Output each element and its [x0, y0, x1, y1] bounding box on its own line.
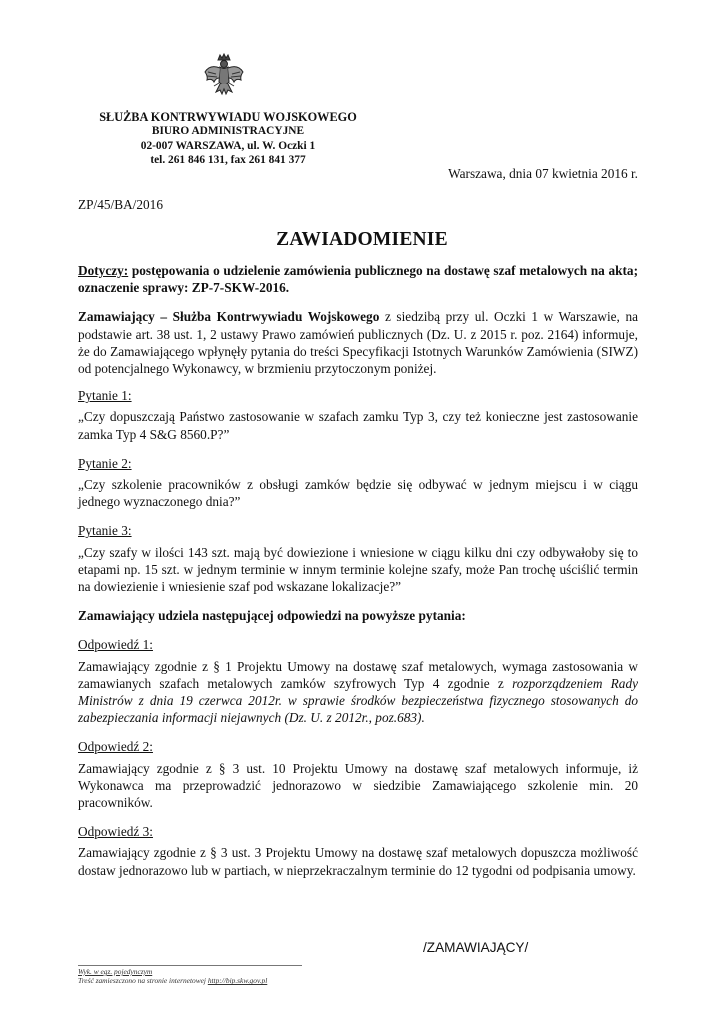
institution-name: SŁUŻBA KONTRWYWIADU WOJSKOWEGO [99, 110, 357, 124]
question-2-label: Pytanie 2: [78, 455, 132, 471]
answer-2-label: Odpowiedź 2: [78, 739, 153, 755]
signature-line: /ZAMAWIAJĄCY/ [423, 940, 529, 955]
department-name: BIURO ADMINISTRACYJNE [151, 125, 305, 138]
answer-3-text: Zamawiający zgodnie z § 3 ust. 3 Projektu Umowy na dostawę szaf metalowych dopuszcza możliwość dostaw jednorazowo lub w partiach, w nieprzekraczalnym terminie do 12 tygodni od podpisania umowy. [78, 845, 638, 878]
subject-line [78, 262, 638, 296]
answer-1-label: Odpowiedź 1: [78, 637, 153, 653]
document-date: Warszawa, dnia 07 kwietnia 2016 r. [448, 166, 638, 181]
question-1-text: „Czy dopuszczają Państwo zastosowanie w szafach zamku Typ 3, czy też konieczne jest zastosowanie zamka Typ 4 S&G 8560.P?” [78, 409, 638, 442]
footer-published-text: Treść zamieszczono na stronie internetowej [78, 976, 208, 986]
question-3-text: „Czy szafy w ilości 143 szt. mają być dowiezione i wniesione w ciągu kilku dni czy odbywałoby się to etapami np. 15 szt. w jednym terminie w innym terminie kolejne szafy, może Pan trochę uściślić termin na dowiezienie i wniesienie szaf pod wskazane lokalizacje?” [78, 544, 638, 595]
footer-published [78, 976, 302, 985]
subject-text: postępowania o udzielenie zamówienia publicznego na dostawę szaf metalowych na akta; oznaczenie sprawy: ZP-7-SKW-2016. [78, 263, 638, 296]
document-title: ZAWIADOMIENIE [276, 229, 448, 250]
intro-text: z siedzibą przy ul. Oczki 1 w Warszawie, na podstawie art. 38 ust. 1, 2 ustawy Prawo zamówień publicznych (Dz. U. z 2015 r. poz. 2164) informuje, że do Zamawiającego wpłynęły pytania do treści Specyfikacji Istotnych Warunków Zamówienia (SIWZ) od potencjalnego Wykonawcy, w brzmieniu przytoczonym poniżej. [78, 309, 639, 377]
footer-copies: Wyk. w egz. pojedynczym [78, 967, 153, 976]
answer-3-label: Odpowiedź 3: [78, 824, 153, 840]
document-body [78, 262, 638, 879]
question-3-label: Pytanie 3: [78, 523, 132, 539]
footer-note [78, 965, 302, 986]
footer-url-link[interactable]: http://bip.skw.gov.pl [207, 976, 268, 986]
institution-address: 02-007 WARSZAWA, ul. W. Oczki 1 [140, 139, 316, 152]
intro-bold: Zamawiający – Służba Kontrwywiadu Wojskowego [78, 309, 380, 325]
answer-1-plain: Zamawiający zgodnie z § 1 Projektu Umowy na dostawę szaf metalowych, wymaga zastosowania w zamawianych szafach metalowych zamków szyfrowych Typ 4 zgodnie z [78, 658, 638, 691]
answers-heading: Zamawiający udziela następującej odpowiedzi na powyższe pytania: [78, 608, 466, 624]
answer-2-text: Zamawiający zgodnie z § 3 ust. 10 Projektu Umowy na dostawę szaf metalowych informuje, iż Wykonawca ma przeprowadzić jednorazowo w siedzibie Zamawiającego szkolenie min. 20 pracowników. [78, 760, 638, 811]
answer-1-italic: rozporządzeniem Rady Ministrów z dnia 19 czerwca 2012r. w sprawie środków bezpieczeństwa fizycznego stosowanych do zabezpieczania informacji niejawnych (Dz. U. z 2012r., poz.683). [78, 675, 638, 726]
question-2-text: „Czy szkolenie pracowników z obsługi zamków będzie się odbywać w jednym miejscu i w ciągu jednego wyznaczonego dnia?” [78, 477, 638, 510]
question-1-label: Pytanie 1: [78, 388, 132, 404]
answer-1-text [78, 658, 638, 727]
institution-header [78, 110, 378, 168]
intro-paragraph [78, 308, 638, 377]
polish-eagle-emblem-icon [202, 52, 246, 98]
subject-label: Dotyczy: [78, 263, 129, 278]
reference-number: ZP/45/BA/2016 [78, 197, 163, 212]
institution-phone: tel. 261 846 131, fax 261 841 377 [150, 154, 306, 167]
